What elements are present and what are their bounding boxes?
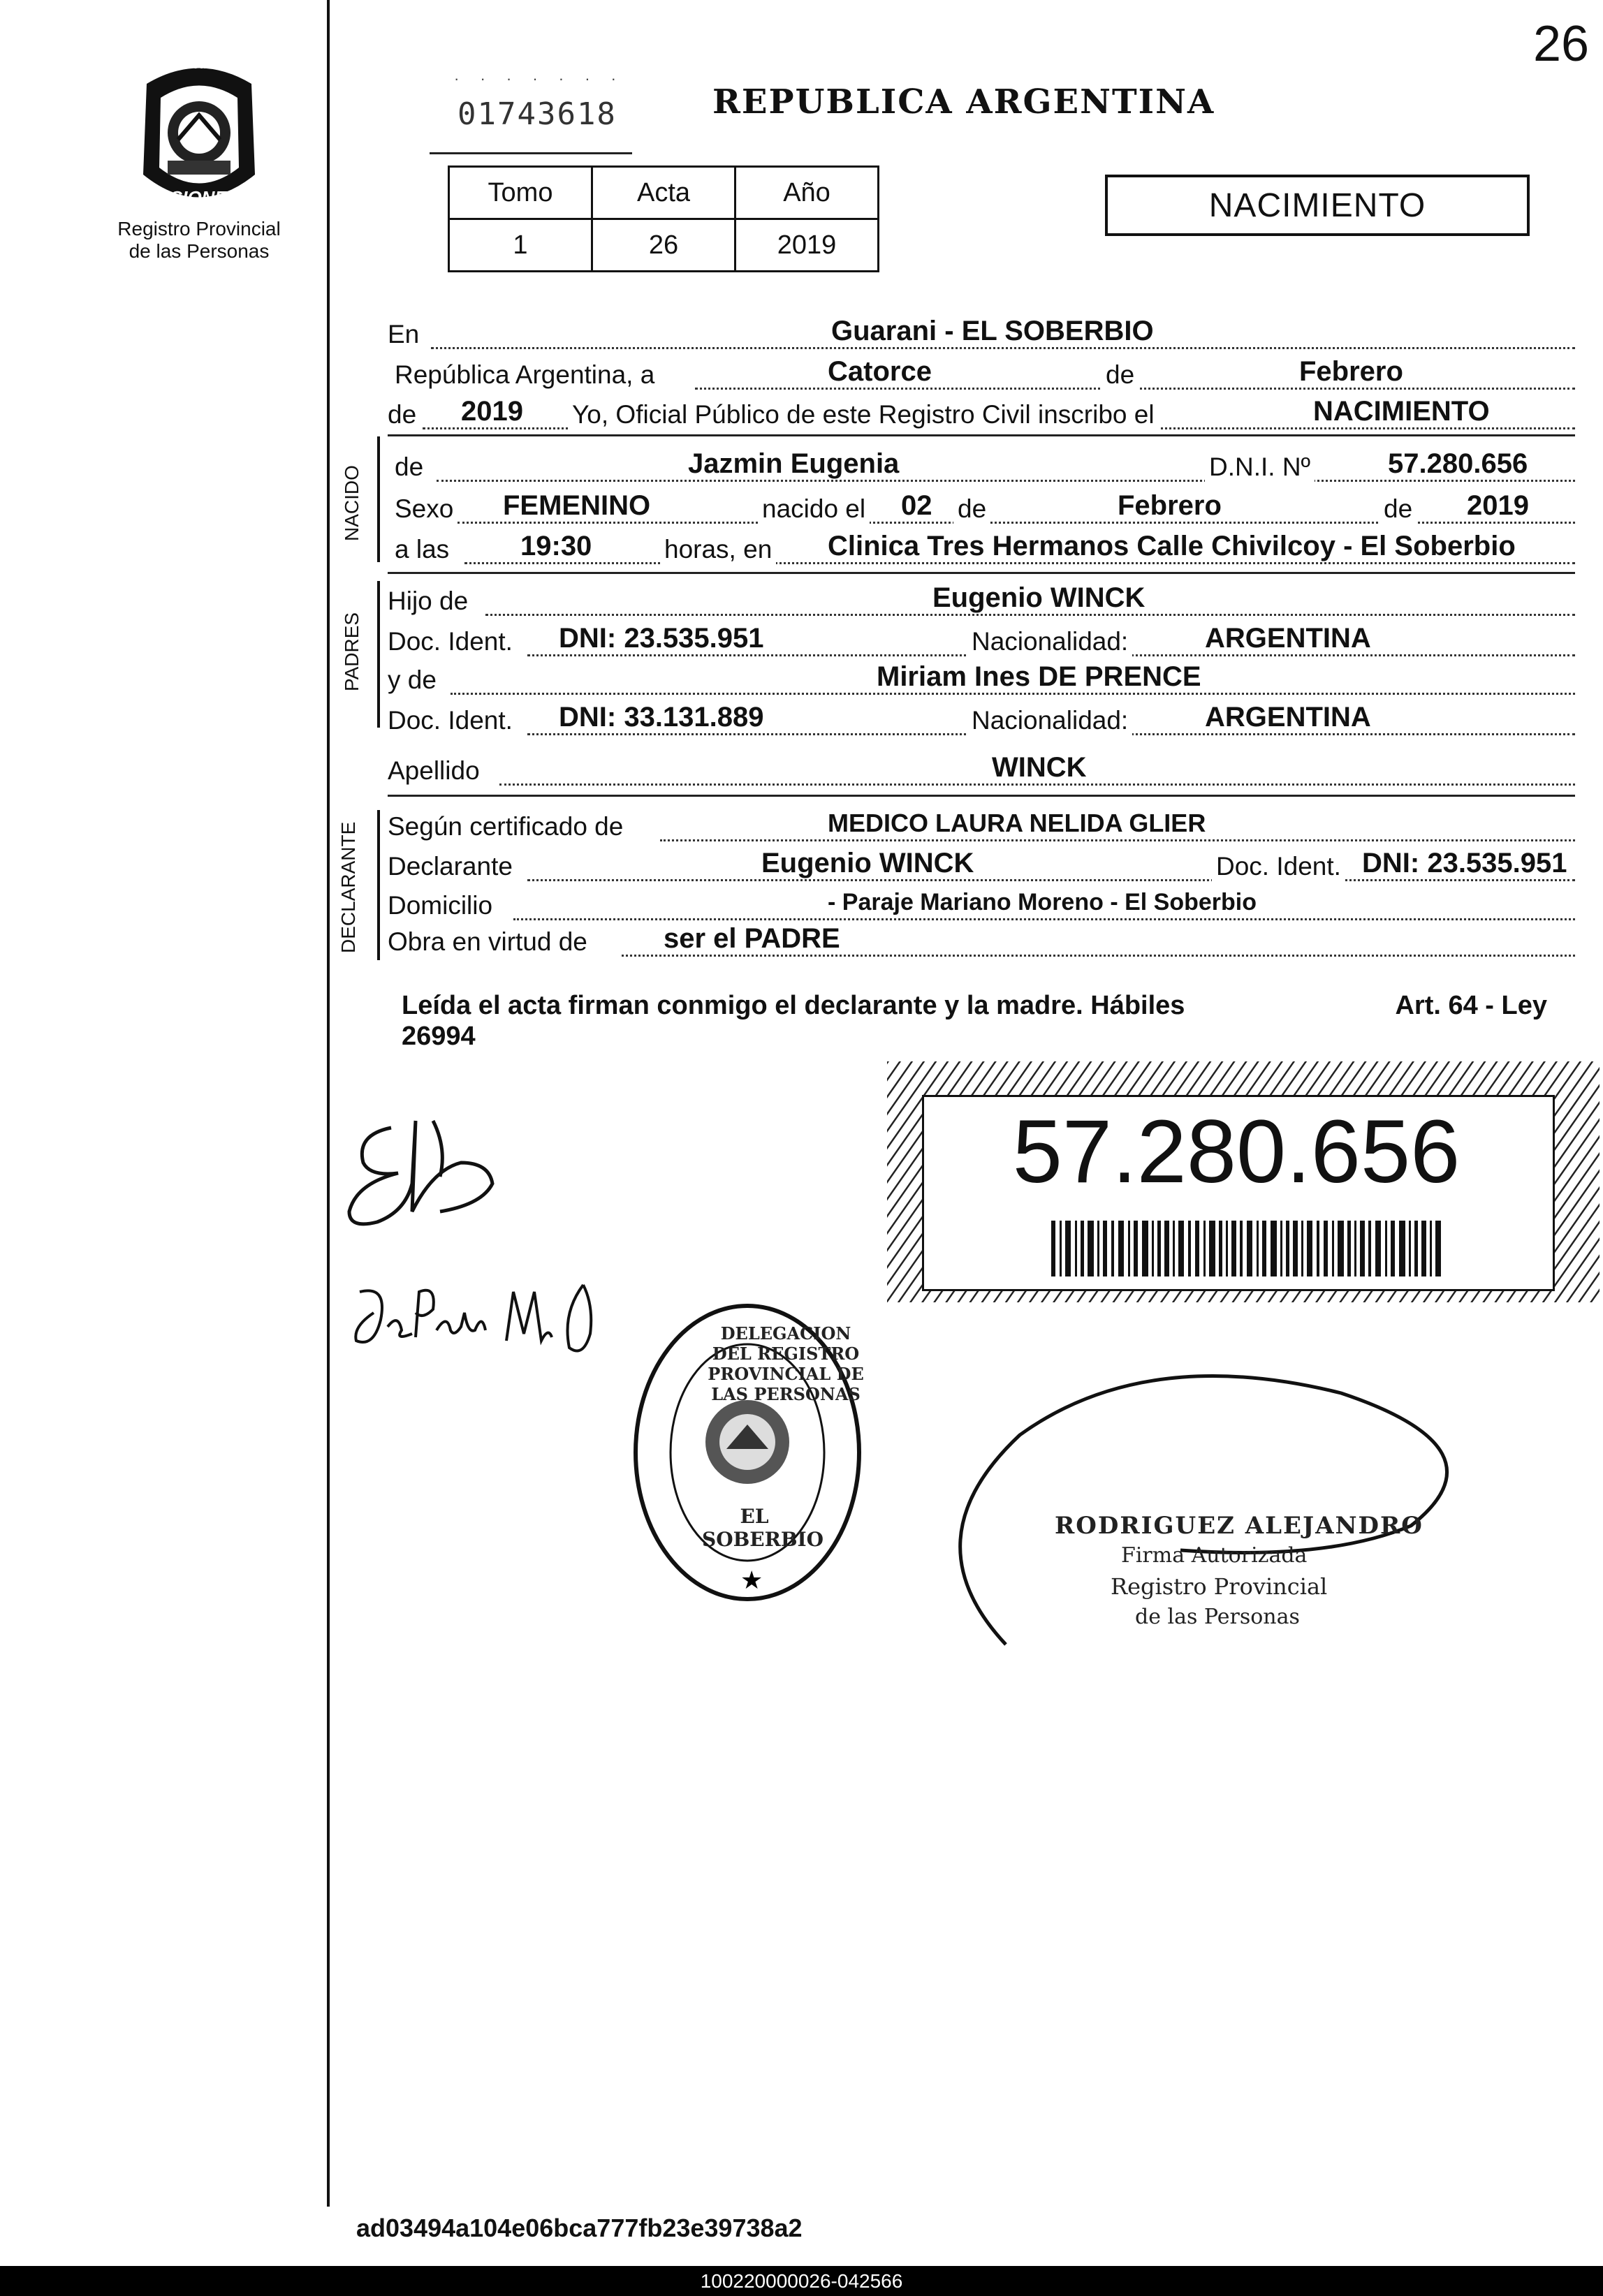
svg-text:★: ★	[740, 1566, 763, 1595]
certificado-value: MEDICO LAURA NELIDA GLIER	[828, 809, 1206, 837]
row-sexo	[388, 489, 1575, 528]
row-hijo-de	[388, 581, 1575, 620]
registry-label-line1: Registro Provincial	[117, 218, 281, 240]
dotted-line	[513, 918, 1575, 920]
padres-bracket	[377, 581, 380, 728]
nacido-mes: Febrero	[1118, 490, 1222, 521]
madre-nac: ARGENTINA	[1205, 702, 1371, 733]
row-padre-doc	[388, 621, 1575, 661]
nacido-de2-label: de	[1379, 492, 1417, 527]
serial-number: 01743618	[458, 96, 617, 132]
nombre-label: de	[395, 452, 424, 481]
dotted-line	[437, 480, 1575, 482]
tomo-value: 1	[449, 219, 592, 272]
obra-label: Obra en virtud de	[388, 925, 592, 959]
de-label: de	[1101, 358, 1139, 392]
dotted-line	[622, 955, 1575, 957]
official-line3: de las Personas	[1135, 1605, 1300, 1629]
dotted-line	[485, 614, 1575, 616]
declarante-doc-label: Doc. Ident.	[1212, 849, 1345, 884]
row-madre-doc	[388, 700, 1575, 739]
mother-signature	[346, 1271, 611, 1362]
official-name: RODRIGUEZ ALEJANDRO	[1055, 1512, 1423, 1540]
seal-inner-text: EL SOBERBIO	[702, 1505, 824, 1551]
official-line2: Registro Provincial	[1111, 1573, 1328, 1600]
nacionalidad-label: Nacionalidad:	[967, 703, 1132, 738]
dni-badge-number: 57.280.656	[1012, 1102, 1461, 1202]
dotted-line	[499, 783, 1575, 786]
horas-en-label: horas, en	[660, 532, 776, 567]
official-line1: Firma Autorizada	[1121, 1543, 1308, 1568]
section-rule	[388, 434, 1575, 436]
row-apellido	[388, 751, 1575, 790]
padres-section-label: PADRES	[341, 612, 363, 691]
dotted-line	[464, 562, 1575, 564]
logo-bottom-text: MISIONES	[150, 187, 240, 208]
padre-doc: DNI: 23.535.951	[559, 623, 764, 654]
dotted-line	[431, 347, 1575, 349]
domicilio-value: - Paraje Mariano Moreno - El Soberbio	[828, 889, 1257, 915]
apellido-label: Apellido	[388, 756, 480, 785]
republica-label: República Argentina, a	[395, 360, 655, 389]
section-rule	[388, 572, 1575, 574]
dotted-line	[527, 879, 1575, 881]
sexo-value: FEMENINO	[503, 490, 651, 521]
nacido-section-label: NACIDO	[341, 465, 363, 541]
footer-code: 100220000026-042566	[0, 2266, 1603, 2296]
tomo-header: Tomo	[449, 167, 592, 219]
nacido-anio: 2019	[1467, 490, 1529, 521]
declarante-value: Eugenio WINCK	[761, 848, 974, 878]
padre-value: Eugenio WINCK	[932, 582, 1145, 613]
doc-ident-label: Doc. Ident.	[388, 703, 517, 738]
declarant-signature	[342, 1107, 524, 1239]
nacido-bracket	[377, 436, 380, 562]
day-value: Catorce	[828, 356, 932, 387]
row-hora	[388, 529, 1575, 568]
country-title: REPUBLICA ARGENTINA	[712, 82, 1215, 122]
dni-label: D.N.I. Nº	[1205, 450, 1315, 485]
year-value: 2019	[461, 396, 523, 427]
acta-value: 26	[592, 219, 735, 272]
padre-nac: ARGENTINA	[1205, 623, 1371, 654]
oficial-text: Yo, Oficial Público de este Registro Civil inscribo el	[568, 397, 1159, 432]
madre-value: Miriam Ines DE PRENCE	[877, 661, 1201, 692]
doc-ident-label: Doc. Ident.	[388, 624, 517, 659]
page-number: 26	[1533, 16, 1590, 72]
row-nombre	[388, 447, 1575, 486]
lugar-value: Clinica Tres Hermanos Calle Chivilcoy - El Soberbio	[828, 531, 1516, 561]
obra-value: ser el PADRE	[664, 923, 840, 954]
anio-header: Año	[735, 167, 879, 219]
certificado-label: Según certificado de	[388, 809, 627, 844]
year-de-label: de	[388, 400, 417, 429]
declarante-label: Declarante	[388, 849, 517, 884]
dotted-line	[451, 693, 1575, 695]
dni-barcode	[1051, 1221, 1442, 1276]
registry-label	[105, 218, 293, 263]
month-value: Febrero	[1299, 356, 1403, 387]
en-label: En	[388, 320, 420, 348]
apellido-value: WINCK	[992, 752, 1087, 783]
en-value: Guarani - EL SOBERBIO	[831, 316, 1154, 346]
closing-ley: 26994	[402, 1022, 476, 1051]
declarante-bracket	[377, 810, 380, 960]
row-declarante	[388, 846, 1575, 885]
sexo-label: Sexo	[395, 492, 458, 527]
inscribo-value: NACIMIENTO	[1313, 396, 1490, 427]
seal-ring-text: DELEGACION DEL REGISTRO PROVINCIAL DE LAS PERSONAS	[708, 1323, 864, 1404]
acta-header: Acta	[592, 167, 735, 219]
nacionalidad-label: Nacionalidad:	[967, 624, 1132, 659]
dni-value: 57.280.656	[1388, 448, 1528, 479]
madre-doc: DNI: 33.131.889	[559, 702, 764, 733]
logo-top-text: PROVINCIA DE	[164, 57, 255, 71]
declarante-doc: DNI: 23.535.951	[1362, 848, 1567, 878]
nacido-el-label: nacido el	[758, 492, 870, 527]
row-republica	[388, 355, 1575, 394]
document-type-box: NACIMIENTO	[1105, 175, 1530, 236]
document-hash: ad03494a104e06bca777fb23e39738a2	[356, 2214, 803, 2242]
row-en	[388, 314, 1575, 353]
y-de-label: y de	[388, 665, 437, 694]
alas-label: a las	[395, 532, 453, 567]
row-oficial	[388, 395, 1575, 434]
margin-rule	[327, 0, 330, 2207]
hijo-de-label: Hijo de	[388, 587, 469, 615]
registry-table	[448, 165, 879, 272]
serial-perforation: · · · · · · ·	[454, 70, 624, 87]
row-obra	[388, 922, 1575, 961]
closing-art: Art. 64 - Ley	[1395, 991, 1547, 1020]
declarante-section-label: DECLARANTE	[337, 821, 359, 953]
row-y-de	[388, 660, 1575, 699]
nombre-value: Jazmin Eugenia	[688, 448, 900, 479]
nacido-de-label: de	[953, 492, 990, 527]
nacido-dia: 02	[901, 490, 932, 521]
row-domicilio	[388, 885, 1575, 925]
hora-value: 19:30	[520, 531, 592, 561]
dotted-line	[660, 839, 1575, 841]
closing-text: Leída el acta firman conmigo el declarante y la madre. Hábiles	[402, 991, 1185, 1020]
row-certificado	[388, 807, 1575, 846]
anio-value: 2019	[735, 219, 879, 272]
closing-statement	[402, 990, 1547, 1052]
registry-label-line2: de las Personas	[129, 240, 270, 262]
header-rule	[430, 152, 632, 154]
domicilio-label: Domicilio	[388, 888, 497, 923]
section-rule	[388, 795, 1575, 797]
